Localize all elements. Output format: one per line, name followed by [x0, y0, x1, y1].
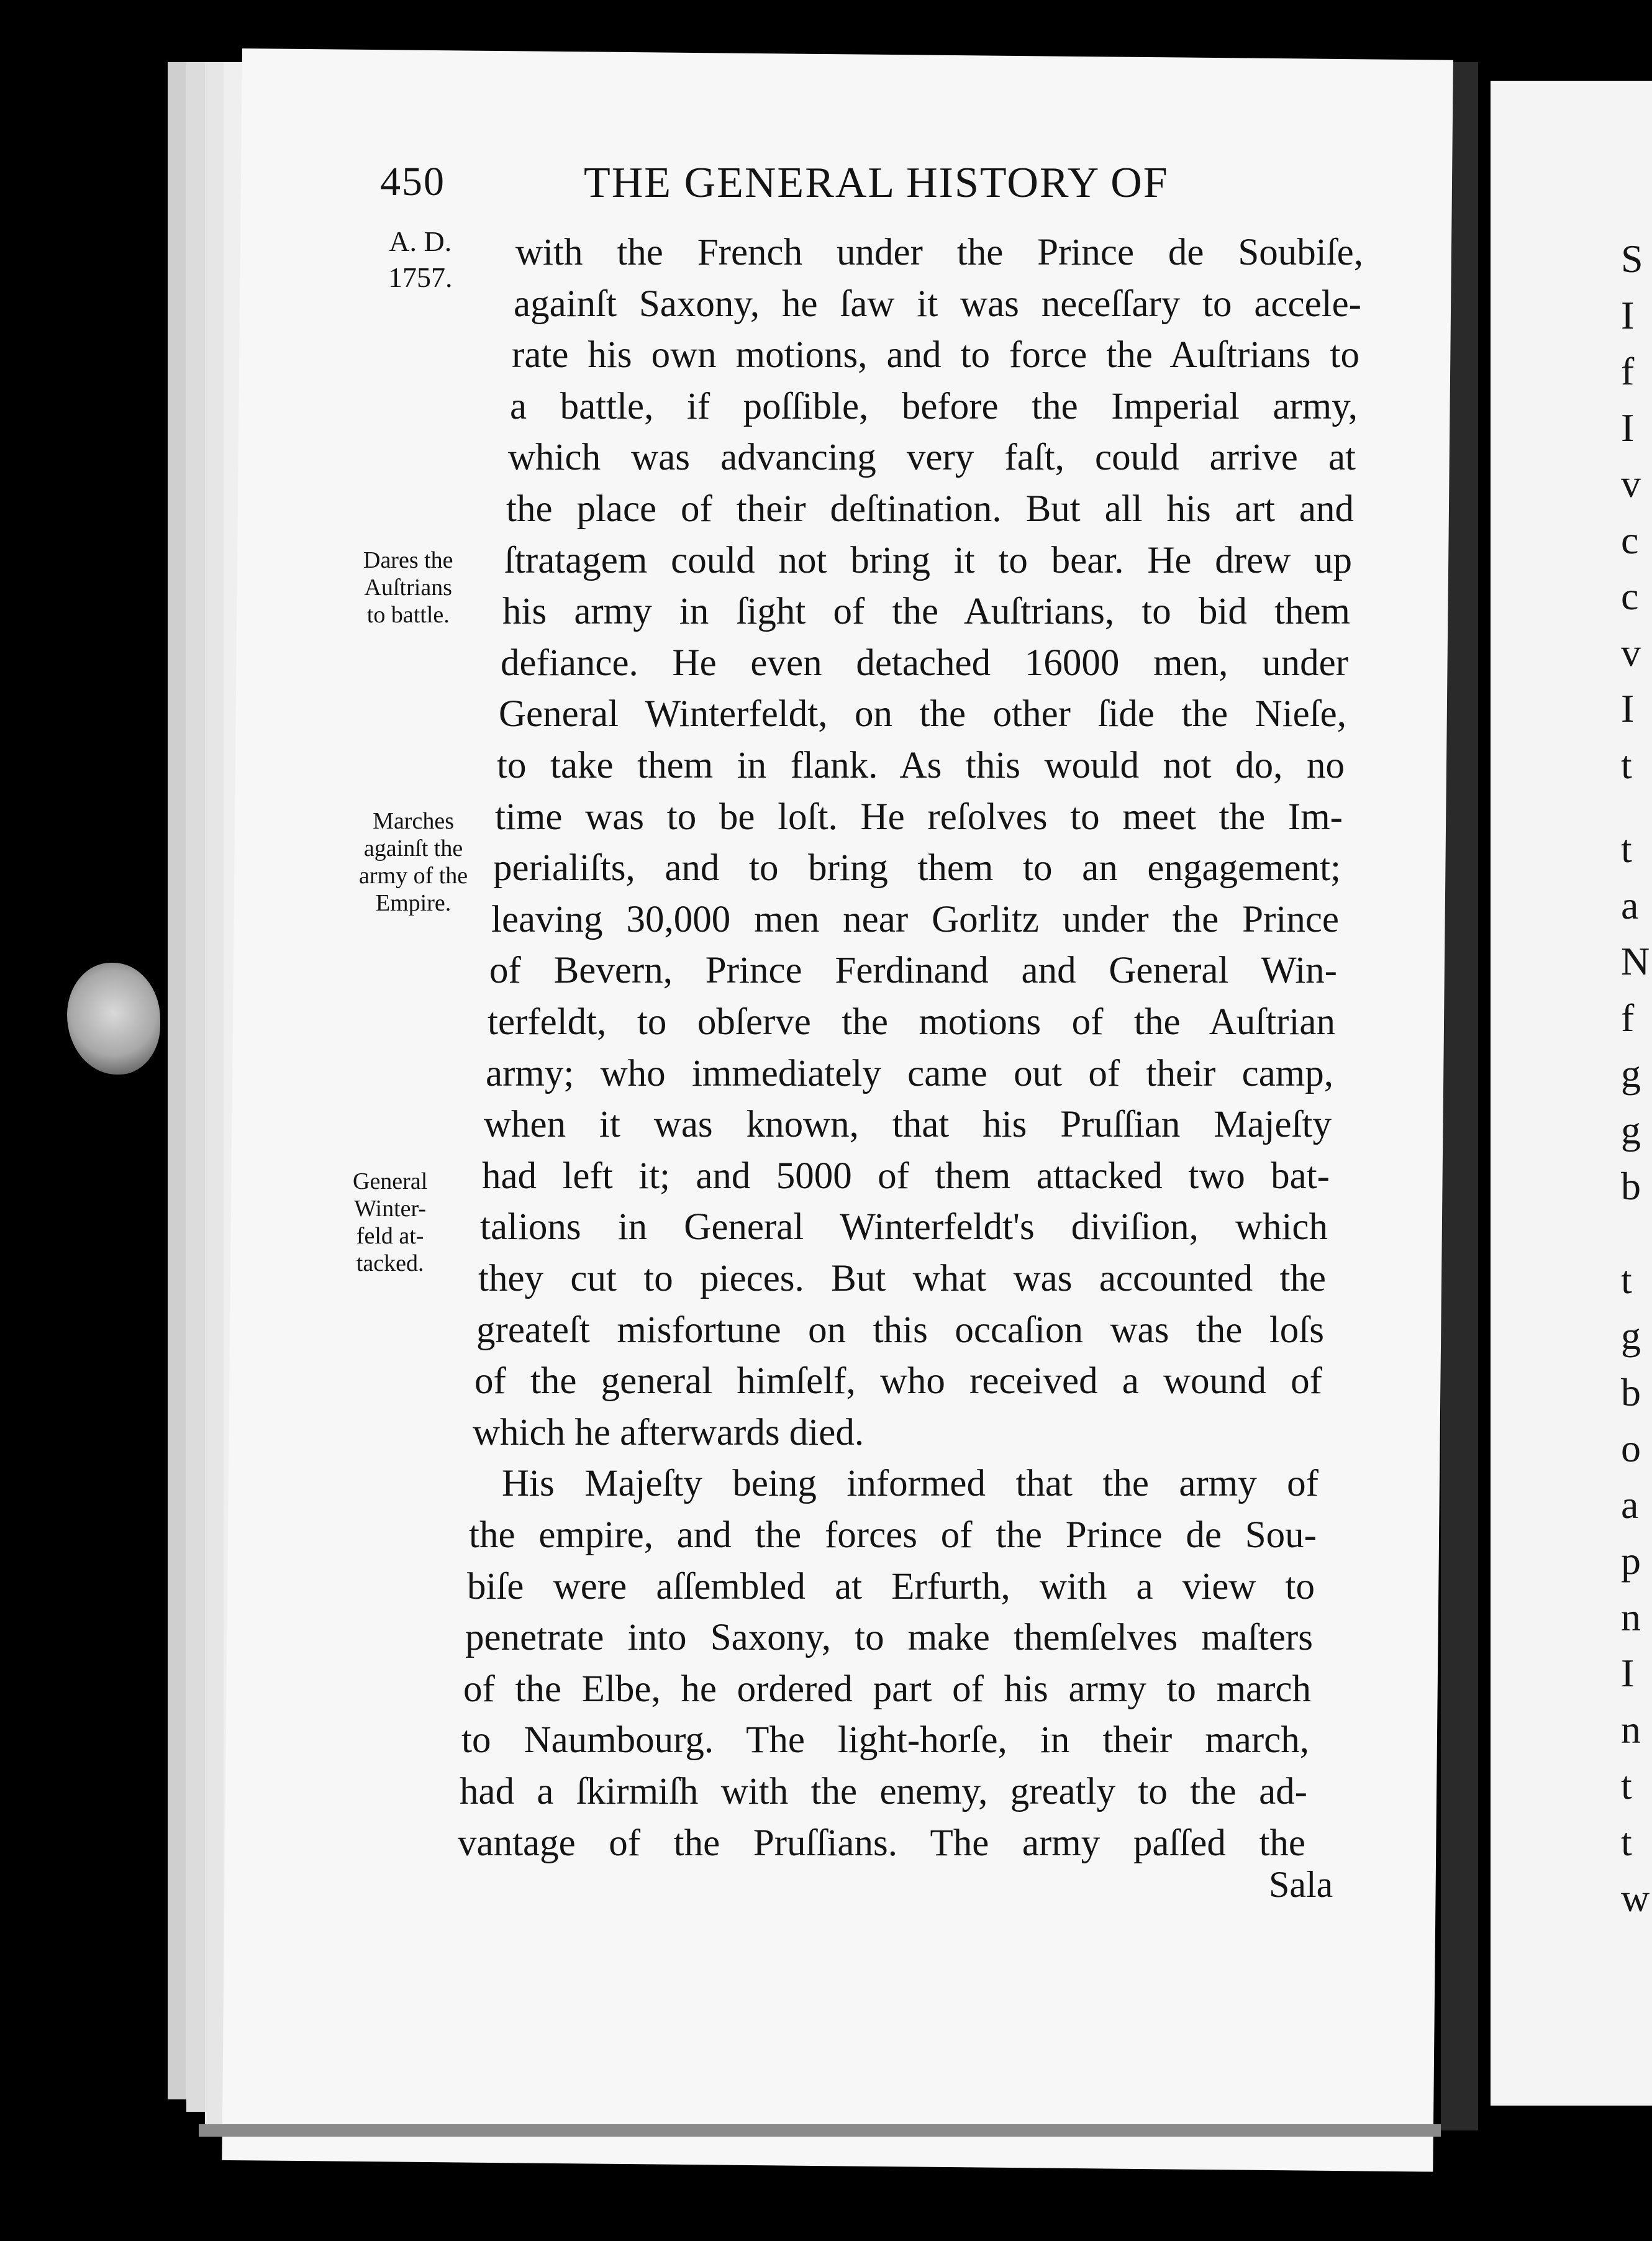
body-text-line: the place of their deſtination. But all his art and [506, 488, 1354, 530]
facing-page-letter: o [1621, 1426, 1641, 1470]
facing-page-letter: v [1621, 461, 1641, 506]
body-text-line: to take them in flank. As this would not do, no [497, 745, 1345, 786]
facing-page-letter: t [1621, 1763, 1632, 1807]
facing-page-letter: I [1621, 293, 1635, 337]
facing-page-letter: v [1621, 630, 1641, 675]
facing-page-letter: p [1621, 1539, 1641, 1583]
body-text-line: biſe were aſſembled at Erfurth, with a view to [467, 1565, 1315, 1607]
body-text-line: terfeldt, to obſerve the motions of the Auſtrian [488, 1001, 1335, 1043]
page-stack-edge [205, 62, 225, 2124]
facing-page-letter: w [1621, 1876, 1650, 1920]
facing-page-letter: f [1621, 349, 1635, 393]
facing-page-letter: f [1621, 995, 1635, 1040]
facing-page-letter: b [1621, 1370, 1641, 1414]
margin-note-winterfeld-attacked: General Winter- feld at- tacked. [353, 1168, 428, 1276]
page-stack-edge [168, 62, 188, 2099]
body-text-line: which was advancing very faſt, could arrive at [508, 437, 1356, 479]
facing-page-letter: c [1621, 574, 1639, 618]
margin-note-marches-against-empire: Marches againſt the army of the Empire. [359, 808, 468, 916]
body-text-line: the empire, and the forces of the Prince de Sou- [469, 1514, 1317, 1556]
facing-page-letter: I [1621, 686, 1635, 730]
facing-page-letter: a [1621, 883, 1639, 927]
facing-page-letter: S [1621, 237, 1643, 281]
facing-page-letter: t [1621, 1819, 1632, 1864]
body-text-line: defiance. He even detached 16000 men, under [501, 642, 1348, 684]
body-text-line: of the general himſelf, who received a wound of [474, 1360, 1322, 1402]
body-text-line: they cut to pieces. But what was accounted the [478, 1258, 1326, 1299]
body-text-line: to Naumbourg. The light-horſe, in their march, [461, 1719, 1309, 1761]
body-text-line: had left it; and 5000 of them attacked two bat- [482, 1155, 1330, 1197]
body-text-line: penetrate into Saxony, to make themſelves maſters [465, 1617, 1313, 1659]
margin-note-dares-austrians: Dares the Auſtrians to battle. [363, 547, 453, 628]
facing-page-letter: I [1621, 1651, 1635, 1695]
body-text-line: leaving 30,000 men near Gorlitz under the Prince [491, 898, 1339, 940]
body-text-line: time was to be loſt. He reſolves to meet the Im- [495, 796, 1343, 838]
body-text-line: vantage of the Pruſſians. The army paſſed the [458, 1822, 1305, 1864]
paper-damage-stain [67, 963, 160, 1075]
facing-page-letter: t [1621, 827, 1632, 871]
facing-page-letter: b [1621, 1164, 1641, 1208]
body-text-line: His Majeſty being informed that the army of [502, 1463, 1318, 1505]
facing-page-letter: a [1621, 1482, 1639, 1527]
catchword: Sala [1269, 1864, 1333, 1905]
page-bottom-edge [199, 2124, 1441, 2137]
body-text-line: againſt Saxony, he ſaw it was neceſſary to accele- [514, 283, 1361, 325]
body-text-line: ſtratagem could not bring it to bear. He drew up [504, 539, 1352, 581]
body-text-line: when it was known, that his Pruſſian Majeſty [484, 1104, 1332, 1146]
body-text-line: of the Elbe, he ordered part of his army to march [463, 1668, 1311, 1710]
running-title: THE GENERAL HISTORY OF [584, 159, 1169, 207]
page-stack-edge [186, 62, 206, 2112]
body-text-line: of Bevern, Prince Ferdinand and General Win- [489, 950, 1337, 992]
facing-page-letter: I [1621, 405, 1635, 450]
body-text-line: perialiſts, and to bring them to an engagement; [493, 847, 1341, 889]
body-text-line: a battle, if poſſible, before the Imperial army, [510, 385, 1358, 427]
facing-page-letter: g [1621, 1314, 1641, 1358]
body-text-line: rate his own motions, and to force the Auſtrians to [512, 334, 1359, 376]
body-text-line: army; who immediately came out of their camp, [486, 1052, 1333, 1094]
facing-page-letter: N [1621, 939, 1650, 983]
facing-page-letter: c [1621, 517, 1639, 562]
facing-page-letter: t [1621, 1257, 1632, 1302]
body-text-line: had a ſkirmiſh with the enemy, greatly to the ad- [460, 1771, 1307, 1812]
facing-page-letter: n [1621, 1707, 1641, 1752]
body-text-line: with the French under the Prince de Soubiſe, [515, 232, 1363, 273]
body-text-line: General Winterfeldt, on the other ſide the Nieſe, [499, 693, 1346, 735]
body-text-line: talions in General Winterfeldt's diviſion, which [480, 1206, 1328, 1248]
facing-page-letter: t [1621, 742, 1632, 787]
body-text-line: greateſt misfortune on this occaſion was the loſs [476, 1309, 1324, 1351]
body-text-line: which he afterwards died. [473, 1411, 865, 1453]
page-number: 450 [380, 159, 445, 204]
facing-page-letter: g [1621, 1107, 1641, 1152]
margin-date: A. D. 1757. [388, 225, 453, 293]
facing-page-letter: g [1621, 1052, 1641, 1096]
facing-page-letter: n [1621, 1594, 1641, 1639]
body-text-line: his army in ſight of the Auſtrians, to bid them [502, 591, 1350, 633]
